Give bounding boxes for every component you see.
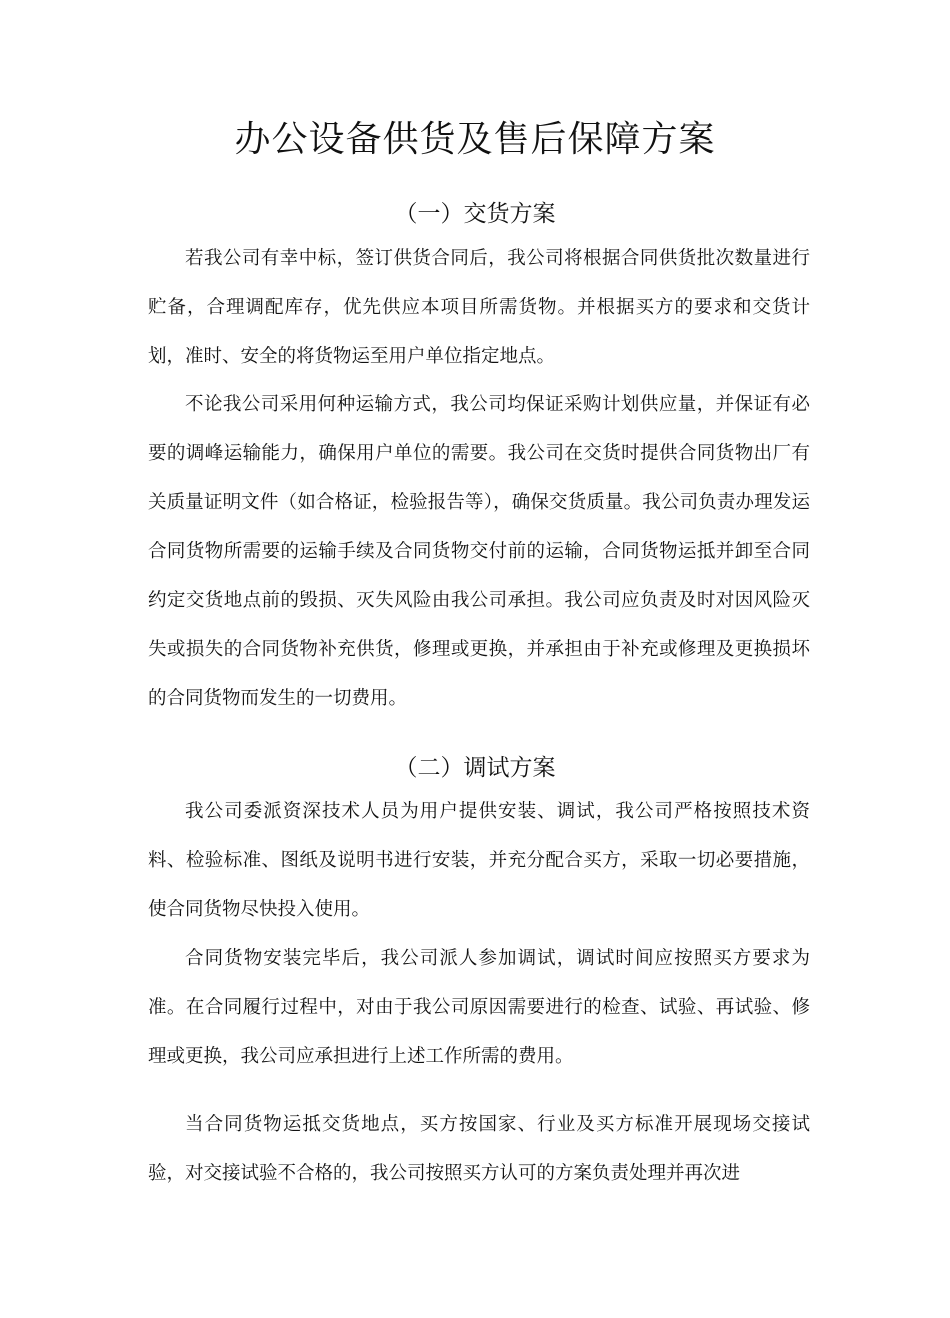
section-heading-debugging: （二）调试方案	[394, 755, 556, 781]
paragraph-delivery-1: 若我公司有幸中标，签订供货合同后，我公司将根据合同供货批次数量进行贮备，合理调配库存，优先供应本项目所需货物。并根据买方的要求和交货计划，准时、安全的将货物运至用户单位指定地点。	[148, 248, 810, 367]
document-title: 办公设备供货及售后保障方案	[234, 119, 716, 160]
section-heading-delivery: （一）交货方案	[394, 201, 556, 227]
paragraph-debugging-3: 当合同货物运抵交货地点，买方按国家、行业及买方标准开展现场交接试验，对交接试验不合格的，我公司按照买方认可的方案负责处理并再次进	[148, 1114, 810, 1184]
paragraph-delivery-2: 不论我公司采用何种运输方式，我公司均保证采购计划供应量，并保证有必要的调峰运输能力，确保用户单位的需要。我公司在交货时提供合同货物出厂有关质量证明文件（如合格证，检验报告等），确保交货质量。我公司负责办理发运合同货物所需要的运输手续及合同货物交付前的运输，合同货物运抵并卸至合同约定交货地点前的毁损、灭失风险由我公司承担。我公司应负责及时对因风险灭失或损失的合同货物补充供货，修理或更换，并承担由于补充或修理及更换损坏的合同货物而发生的一切费用。	[148, 394, 810, 709]
paragraph-debugging-1: 我公司委派资深技术人员为用户提供安装、调试，我公司严格按照技术资料、检验标准、图纸及说明书进行安装，并充分配合买方，采取一切必要措施，使合同货物尽快投入使用。	[148, 801, 810, 920]
paragraph-debugging-2: 合同货物安装完毕后，我公司派人参加调试，调试时间应按照买方要求为准。在合同履行过程中，对由于我公司原因需要进行的检查、试验、再试验、修理或更换，我公司应承担进行上述工作所需的费用。	[148, 948, 810, 1067]
